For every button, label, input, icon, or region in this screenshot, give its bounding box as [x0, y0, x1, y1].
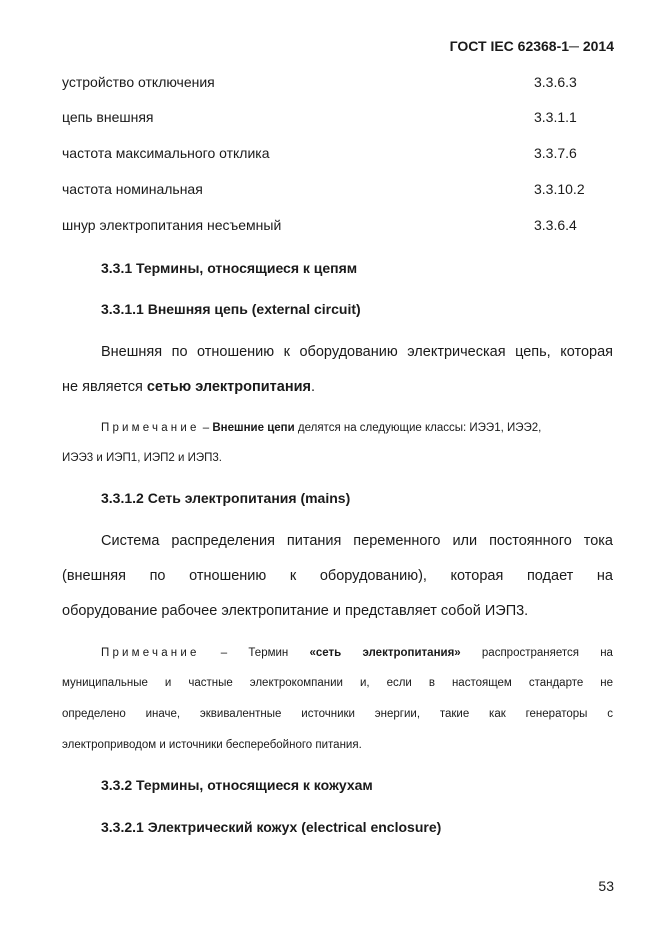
note-line: ИЭЭ3 и ИЭП1, ИЭП2 и ИЭП3.: [62, 452, 222, 464]
index-ref: 3.3.7.6: [534, 145, 577, 161]
definition-line: Система распределения питания переменного или постоянного тока: [101, 533, 613, 549]
section-heading-3-3-2: 3.3.2 Термины, относящиеся к кожухам: [101, 777, 373, 793]
note-line: муниципальные и частные электрокомпании и, если в настоящем стандарте не: [62, 677, 613, 689]
definition-line: (внешняя по отношению к оборудованию), которая подает на: [62, 568, 613, 584]
definition-line: оборудование рабочее электропитание и представляет собой ИЭП3.: [62, 603, 529, 619]
section-heading-3-3-1-1: 3.3.1.1 Внешняя цепь (external circuit): [101, 301, 361, 317]
note-line: Примечание – Термин «сеть электропитания» распространяется на: [101, 647, 613, 659]
index-ref: 3.3.1.1: [534, 109, 577, 125]
index-ref: 3.3.6.4: [534, 217, 577, 233]
document-id-header: ГОСТ IEC 62368-1─ 2014: [449, 38, 614, 54]
index-term: цепь внешняя: [62, 109, 154, 125]
index-ref: 3.3.6.3: [534, 74, 577, 90]
index-term: частота номинальная: [62, 181, 203, 197]
note-label: Примечание: [101, 647, 200, 659]
term-reference: сетью электропитания: [146, 379, 311, 395]
definition-line: не является сетью электропитания.: [62, 379, 315, 395]
section-heading-3-3-2-1: 3.3.2.1 Электрический кожух (electrical enclosure): [101, 819, 442, 835]
page-number: 53: [598, 878, 614, 894]
definition-line: Внешняя по отношению к оборудованию электрическая цепь, которая: [101, 344, 613, 360]
note-line: Примечание – Внешние цепи делятся на следующие классы: ИЭЭ1, ИЭЭ2,: [101, 422, 542, 434]
index-ref: 3.3.10.2: [534, 181, 585, 197]
section-heading-3-3-1-2: 3.3.1.2 Сеть электропитания (mains): [101, 490, 351, 506]
index-term: устройство отключения: [62, 74, 215, 90]
term-reference: «сеть: [309, 647, 342, 659]
note-label: Примечание: [101, 422, 200, 434]
term-reference: Внешние цепи: [212, 422, 295, 434]
index-term: шнур электропитания несъемный: [62, 217, 282, 233]
note-line: определено иначе, эквивалентные источники энергии, такие как генераторы с: [62, 708, 613, 720]
note-line: электроприводом и источники бесперебойного питания.: [62, 739, 362, 751]
section-heading-3-3-1: 3.3.1 Термины, относящиеся к цепям: [101, 260, 358, 276]
index-term: частота максимального отклика: [62, 145, 270, 161]
